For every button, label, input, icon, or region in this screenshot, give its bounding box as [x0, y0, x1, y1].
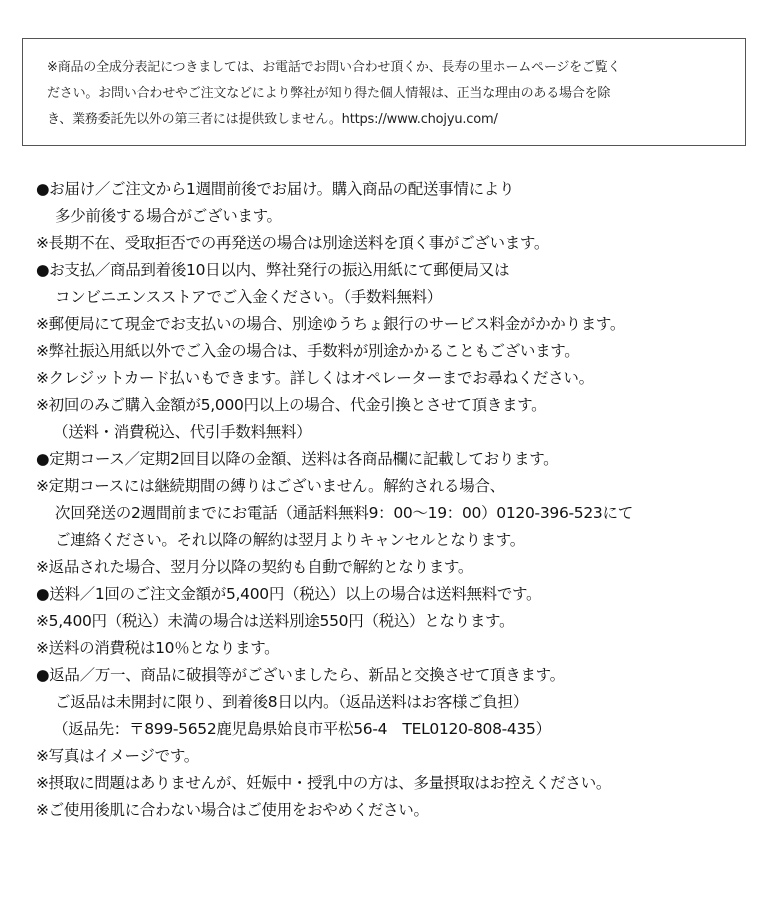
photo-note: ※写真はイメージです。	[36, 747, 199, 765]
other-transfer-fee-note: ※弊社振込用紙以外でご入金の場合は、手数料が別途かかることもございます。	[36, 342, 580, 360]
purchase-terms-list	[36, 176, 756, 824]
cash-on-delivery-note-continued: （送料・消費税込、代引手数料無料）	[53, 423, 312, 441]
notice-line: ださい。お問い合わせやご注文などにより弊社が知り得た個人情報は、正当な理由のある場合を除	[47, 86, 611, 101]
ingredient-privacy-notice-box	[22, 38, 746, 146]
post-office-fee-note: ※郵便局にて現金でお支払いの場合、別途ゆうちょ銀行のサービス料金がかかります。	[36, 315, 626, 333]
shipping-tax-note: ※送料の消費税は10％となります。	[36, 639, 280, 657]
return-term: ●返品／万一、商品に破損等がございましたら、新品と交換させて頂きます。	[36, 666, 565, 684]
shipping-fee-note: ※5,400円（税込）未満の場合は送料別途550円（税込）となります。	[36, 612, 515, 630]
notice-line: き、業務委託先以外の第三者には提供致しません。https://www.chojyu.com/	[47, 112, 498, 127]
cash-on-delivery-note: ※初回のみご購入金額が5,000円以上の場合、代金引換とさせて頂きます。	[36, 396, 547, 414]
return-address: （返品先：〒899-5652鹿児島県姶良市平松56-4 TEL0120-808-435）	[53, 720, 551, 738]
subscription-cancel-continued: ご連絡ください。それ以降の解約は翌月よりキャンセルとなります。	[55, 531, 525, 549]
subscription-term: ●定期コース／定期2回目以降の金額、送料は各商品欄に記載しております。	[36, 450, 559, 468]
subscription-cancel-note: ※定期コースには継続期間の縛りはございません。解約される場合、	[36, 477, 505, 495]
skin-caution-note: ※ご使用後肌に合わない場合はご使用をおやめください。	[36, 801, 429, 819]
intake-caution-note: ※摂取に問題はありませんが、妊娠中・授乳中の方は、多量摂取はお控えください。	[36, 774, 612, 792]
payment-term: ●お支払／商品到着後10日以内、弊社発行の振込用紙にて郵便局又は	[36, 261, 510, 279]
delivery-term: ●お届け／ご注文から1週間前後でお届け。購入商品の配送事情により	[36, 180, 515, 198]
subscription-cancel-phone: 次回発送の2週間前までにお電話（通話料無料9：00〜19：00）0120-396-523にて	[55, 504, 633, 522]
return-cancel-note: ※返品された場合、翌月分以降の契約も自動で解約となります。	[36, 558, 474, 576]
notice-line: ※商品の全成分表記につきましては、お電話でお問い合わせ頂くか、長寿の里ホームページをご覧く	[47, 60, 621, 75]
delivery-term-continued: 多少前後する場合がございます。	[55, 207, 282, 225]
return-term-continued: ご返品は未開封に限り、到着後8日以内。（返品送料はお客様ご負担）	[55, 693, 529, 711]
redelivery-note: ※長期不在、受取拒否での再発送の場合は別途送料を頂く事がございます。	[36, 234, 550, 252]
credit-card-note: ※クレジットカード払いもできます。詳しくはオペレーターまでお尋ねください。	[36, 369, 594, 387]
shipping-term: ●送料／1回のご注文金額が5,400円（税込）以上の場合は送料無料です。	[36, 585, 542, 603]
payment-term-continued: コンビニエンスストアでご入金ください。（手数料無料）	[55, 288, 442, 306]
